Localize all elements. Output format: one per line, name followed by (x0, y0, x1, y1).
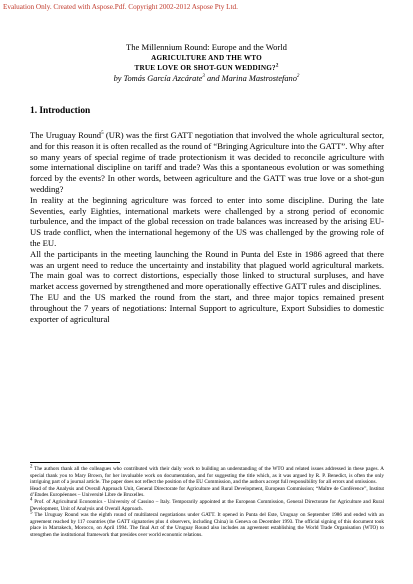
evaluation-watermark: Evaluation Only. Created with Aspose.Pdf. Copyright 2002-2012 Aspose Pty Ltd. (3, 3, 238, 11)
paragraph-4: The EU and the US marked the round from the start, and three major topics remained present throughout the 7 years of negotiations: Internal Support to agriculture, Export Subsidies to domestic exporter of agricultural (30, 291, 384, 324)
conference-title: The Millennium Round: Europe and the World (126, 42, 287, 52)
paper-title: AGRICULTURE AND THE WTO (151, 54, 262, 62)
paper-subtitle: TRUE LOVE OR SHOT-GUN WEDDING?$^2$ (134, 63, 279, 72)
section-heading: 1. Introduction (30, 106, 91, 116)
paragraph-1: The Uruguay Round$^5$ (UR) was the first GATT negotiation that involved the whole agricultural sector, and for this reason it is often recalled as the round of “Bringing Agriculture into the GATT”. Why after so many years of special regime of trade protectionism it was decided to reconcile agriculture with some international discipline on tariff and trade? Was this a spontaneous evolution or was something forced by the events? In other words, between agriculture and the GATT was true love or a shot-gun wedding? (30, 130, 384, 194)
footnote-2: Head of the Analysis and Overall Approach Unit, General Directorate for Agriculture and Rural Development, European Commission; “Maître de Conférence”, Institut d’Etudes Européennes – Université Libre de Bruxelles. (30, 485, 384, 499)
footnote-1: $^2$ The authors thank all the colleagues who contributed with their daily work to building an understanding of the WTO and related issues addressed in these pages. A special thank you to Mary Brown, for her invaluable work on documentation, and for suggesting the title which, as it was argued by R. P. Benedict, is often the only intriguing part of a journal article. The paper does not reflect the position of the EU Commission, and the authors accept full responsibility for all errors and omissions. (30, 464, 384, 486)
body-text (30, 130, 384, 324)
footnotes (30, 466, 384, 539)
paragraph-3: All the participants in the meeting launching the Round in Punta del Este in 1986 agreed that there was an urgent need to reduce the uncertainty and instability that plagued world agricultural markets. The main goal was to correct distortions, especially those linked to structural surpluses, and have market access governed by strengthened and more operationally effective GATT rules and disciplines. (30, 248, 384, 292)
footnote-4: $^5$ The Uruguay Round was the eighth round of multilateral negotiations under GATT. It opened in Punta del Este, Uruguay on September 1986 and ended with an agreement reached by 117 countries (the GATT signatories plus 4 observers, including China) in Geneva on December 1993. The official signing of this document took place in Marrakech, Morocco, on April 1994. The final Act of the Uruguay Round also includes an agreement establishing the World Trade Organisation (WTO) to strengthen the institutional framework that presides over world economic relations. (30, 510, 384, 538)
footnote-3: $^4$ Prof. of Agricultural Economics - University of Cassino – Italy. Temporarily appointed at the European Commission, General Directorate for Agriculture and Rural Development, Unit of Analysis and Overall Approach. (30, 497, 384, 512)
byline: by Tomás García Azcárate$^3$ and Marina Mastrostefano$^2$ (113, 74, 300, 83)
title-block (0, 42, 413, 84)
paragraph-2: In reality at the beginning agriculture was forced to enter into some discipline. During the late Seventies, early Eighties, international markets were challenged by a strong period of economic turbulence, and the impact of the global recession on trade balances was increased by the arising EU-US trade conflict, when the international hegemony of the US was challenged by the growing role of the EU. (30, 194, 384, 248)
footnote-rule (30, 462, 120, 463)
